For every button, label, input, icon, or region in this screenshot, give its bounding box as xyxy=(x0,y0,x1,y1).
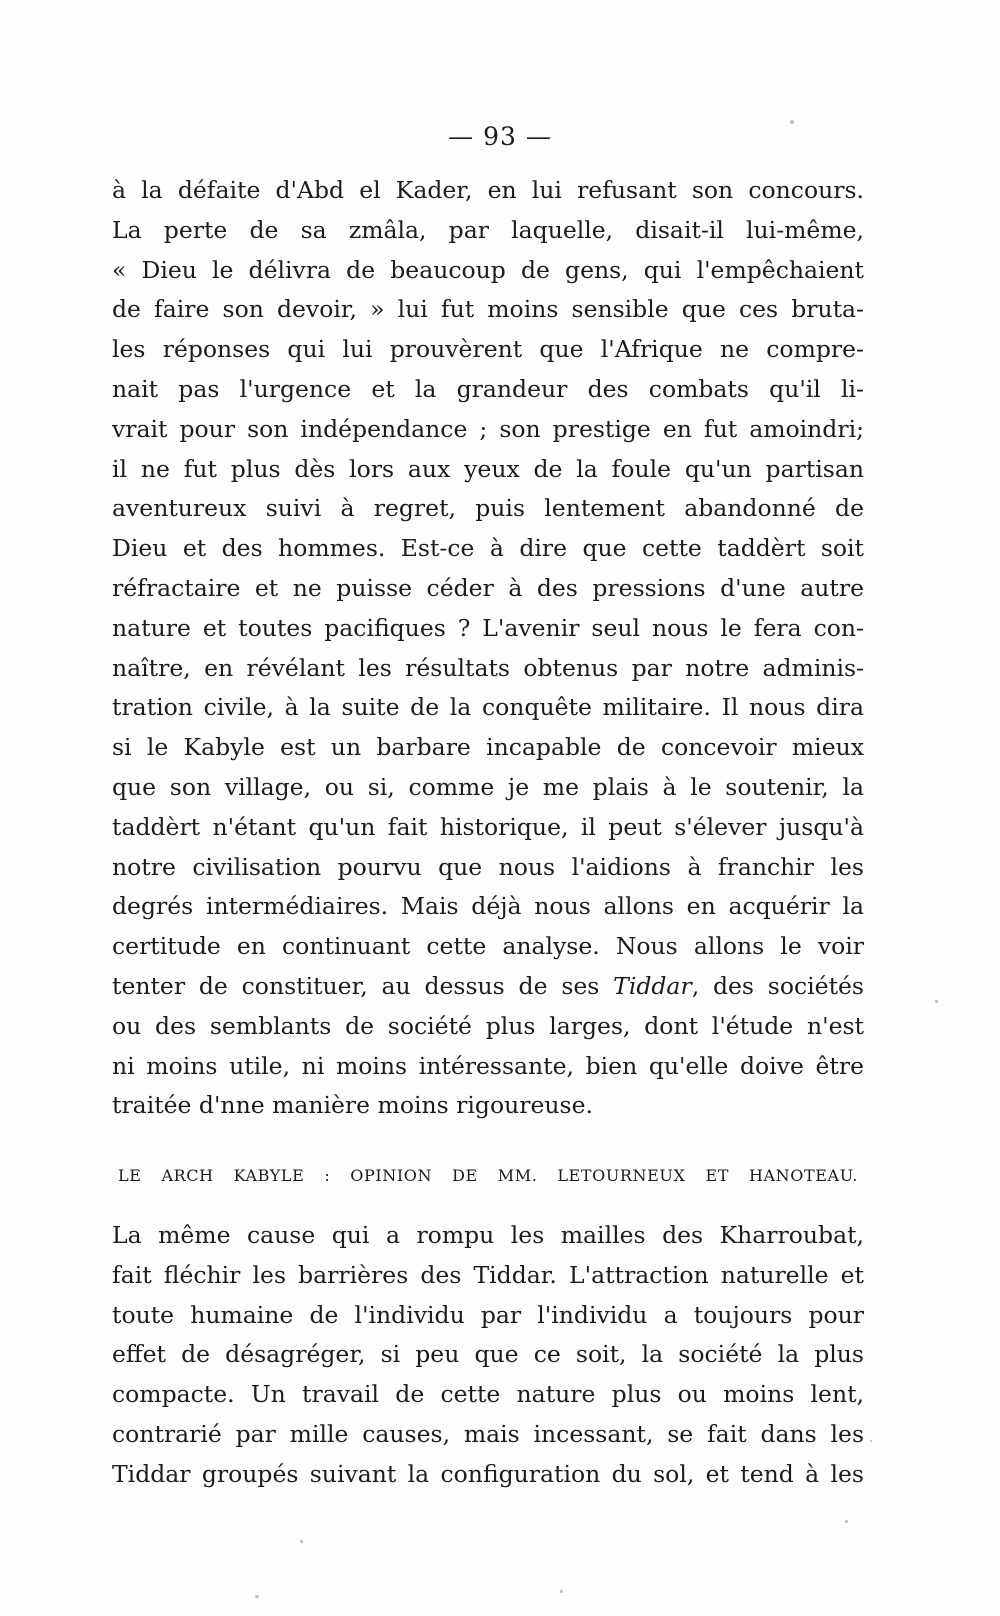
paper-speck xyxy=(870,1440,872,1442)
italic-word: Tiddar xyxy=(613,971,692,1000)
text-line: toute humaine de l'individu par l'individu a toujours pour xyxy=(112,1300,864,1329)
paper-speck xyxy=(935,1000,938,1003)
paper-speck xyxy=(560,1590,563,1593)
text-line: à la défaite d'Abd el Kader, en lui refusant son concours. xyxy=(112,176,864,204)
page-number: — 93 — xyxy=(448,122,552,151)
text-line: réfractaire et ne puisse céder à des pressions d'une autre xyxy=(112,573,864,602)
paragraph-1 xyxy=(112,171,864,1126)
text-line: que son village, ou si, comme je me plais à le soutenir, la xyxy=(112,772,864,801)
text-line: nait pas l'urgence et la grandeur des combats qu'il li- xyxy=(112,374,864,403)
text-line: La perte de sa zmâla, par laquelle, disait-il lui-même, xyxy=(112,215,864,244)
paper-speck xyxy=(845,1520,848,1523)
text-line: Dieu et des hommes. Est-ce à dire que cette taddèrt soit xyxy=(112,534,864,563)
text-line: si le Kabyle est un barbare incapable de concevoir mieux xyxy=(112,733,864,762)
text-line: aventureux suivi à regret, puis lentement abandonné de xyxy=(112,494,864,523)
paragraph-2 xyxy=(112,1216,864,1495)
text-line: La même cause qui a rompu les mailles des Kharroubat, xyxy=(112,1221,864,1249)
text-line: notre civilisation pourvu que nous l'aidions à franchir les xyxy=(112,852,864,881)
text-line: vrait pour son indépendance ; son prestige en fut amoindri; xyxy=(112,414,864,443)
paper-speck xyxy=(300,1540,303,1543)
text-line: « Dieu le délivra de beaucoup de gens, qui l'empêchaient xyxy=(112,255,864,284)
paper-speck xyxy=(255,1595,259,1598)
text-line: taddèrt n'étant qu'un fait historique, il peut s'élever jusqu'à xyxy=(112,812,864,841)
text-line: effet de désagréger, si peu que ce soit, la société la plus xyxy=(112,1340,864,1369)
text-line: les réponses qui lui prouvèrent que l'Afrique ne compre- xyxy=(112,335,864,364)
text-line: ni moins utile, ni moins intéressante, bien qu'elle doive être xyxy=(112,1051,864,1080)
text-line: contrarié par mille causes, mais incessant, se fait dans les xyxy=(112,1419,864,1448)
text-line: Tiddar groupés suivant la configuration du sol, et tend à les xyxy=(112,1459,864,1488)
text-line: ou des semblants de société plus larges, dont l'étude n'est xyxy=(112,1011,864,1040)
text-line: certitude en continuant cette analyse. Nous allons le voir xyxy=(112,932,864,961)
paper-speck xyxy=(790,120,794,124)
text-line: compacte. Un travail de cette nature plus ou moins lent, xyxy=(112,1380,864,1409)
text-line: tration civile, à la suite de la conquête militaire. Il nous dira xyxy=(112,693,864,722)
text-line: traitée d'nne manière moins rigoureuse. xyxy=(112,1091,593,1120)
text-line: il ne fut plus dès lors aux yeux de la foule qu'un partisan xyxy=(112,454,864,483)
section-heading: LE ARCH KABYLE : OPINION DE MM. LETOURNEUX ET HANOTEAU. xyxy=(118,1166,858,1185)
text-line: degrés intermédiaires. Mais déjà nous allons en acquérir la xyxy=(112,892,864,921)
text-line: fait fléchir les barrières des Tiddar. L'attraction naturelle et xyxy=(112,1260,864,1289)
text-line: nature et toutes pacifiques ? L'avenir seul nous le fera con- xyxy=(112,613,864,642)
text-line: tenter de constituer, au dessus de ses Tiddar, des sociétés xyxy=(112,971,864,1000)
text-line: de faire son devoir, » lui fut moins sensible que ces bruta- xyxy=(112,295,864,324)
text-line: naître, en révélant les résultats obtenus par notre adminis- xyxy=(112,653,864,682)
